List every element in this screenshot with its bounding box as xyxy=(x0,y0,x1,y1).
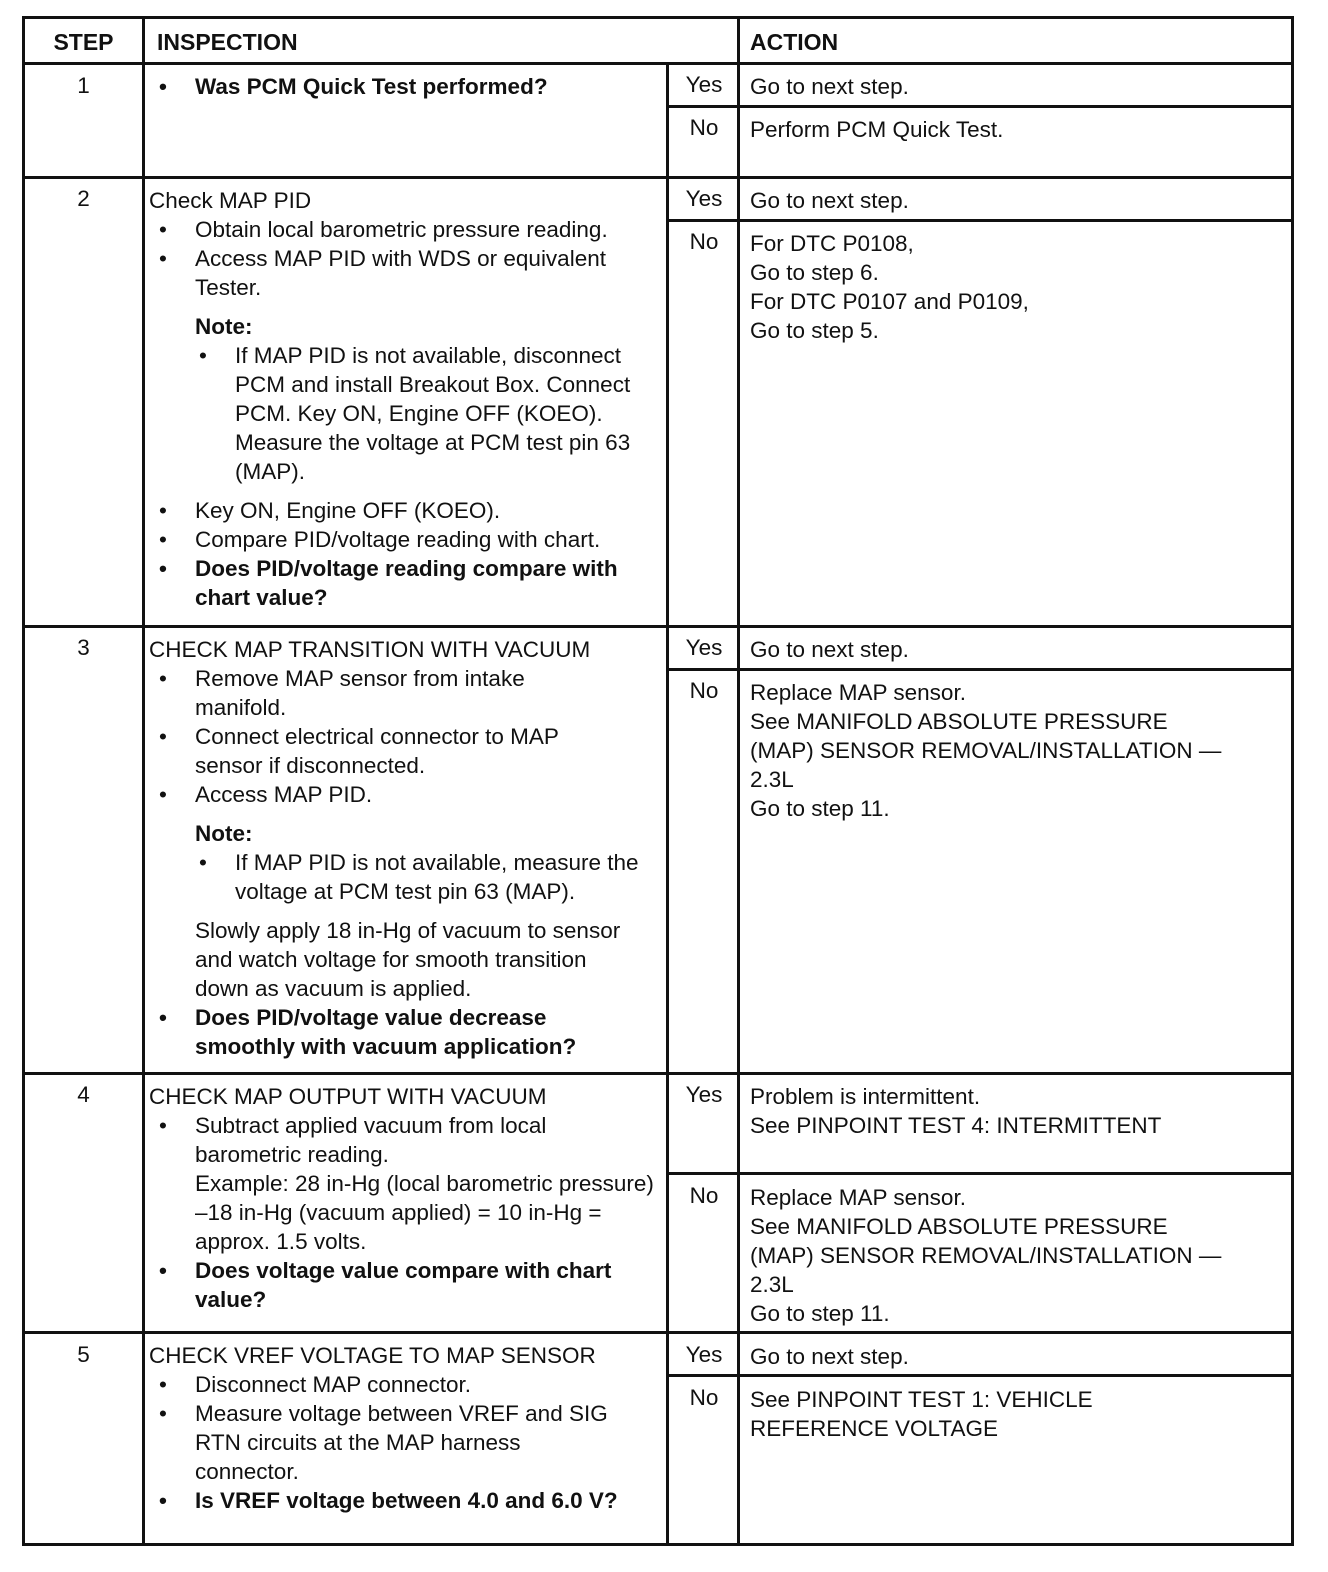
bullet: • Key ON, Engine OFF (KOEO). xyxy=(149,496,661,525)
step-title: CHECK VREF VOLTAGE TO MAP SENSOR xyxy=(149,1343,596,1368)
yes-action-5 xyxy=(750,1342,909,1371)
note-label: Note: xyxy=(195,821,253,846)
inspection-step-4 xyxy=(149,1082,661,1314)
yes-action-2 xyxy=(750,186,909,215)
step-number-1: 1 xyxy=(77,73,90,98)
question-3: • Does PID/voltage value decrease smoothly with vacuum application? xyxy=(149,1003,661,1061)
action-line: Replace MAP sensor. xyxy=(750,1185,966,1210)
paragraph: Slowly apply 18 in-Hg of vacuum to sensor and watch voltage for smooth transition down as vacuum is applied. xyxy=(195,918,621,1001)
no-action-1 xyxy=(750,115,1003,144)
action-line: (MAP) SENSOR REMOVAL/INSTALLATION — xyxy=(750,738,1222,763)
yes-action-3 xyxy=(750,635,909,664)
divider-step xyxy=(142,19,145,1546)
bullet: • Compare PID/voltage reading with chart. xyxy=(149,525,661,554)
bullet: • Obtain local barometric pressure reading. xyxy=(149,215,661,244)
divider-row-3 xyxy=(25,1072,1291,1075)
action-line: For DTC P0107 and P0109, xyxy=(750,289,1029,314)
action-line: 2.3L xyxy=(750,1272,794,1297)
action-line: Go to step 6. xyxy=(750,260,879,285)
inspection-step-5 xyxy=(149,1341,661,1515)
no-action-4 xyxy=(750,1183,1221,1328)
action-line: Go to next step. xyxy=(750,74,909,99)
header-action: ACTION xyxy=(750,29,839,55)
divider-row-2 xyxy=(25,625,1291,628)
action-line: Perform PCM Quick Test. xyxy=(750,117,1004,142)
action-line: Go to step 5. xyxy=(750,318,879,343)
yes-action-1 xyxy=(750,72,909,101)
divider-yesno xyxy=(666,62,669,1546)
no-action-2 xyxy=(750,229,1029,345)
action-line: Go to step 11. xyxy=(750,796,890,821)
step-title: CHECK MAP TRANSITION WITH VACUUM xyxy=(149,637,591,662)
step-number-2: 2 xyxy=(77,186,90,211)
action-line: Problem is intermittent. xyxy=(750,1084,981,1109)
bullet: • Measure voltage between VREF and SIG RTN circuits at the MAP harness connector. xyxy=(149,1399,661,1486)
action-line: For DTC P0108, xyxy=(750,231,914,256)
bullet: • Access MAP PID. xyxy=(149,780,661,809)
step-number-4: 4 xyxy=(77,1082,90,1107)
action-line: Go to next step. xyxy=(750,188,909,213)
divider-row-4 xyxy=(25,1331,1291,1334)
note-text: • If MAP PID is not available, measure the voltage at PCM test pin 63 (MAP). xyxy=(149,848,661,906)
bullet: • Access MAP PID with WDS or equivalent Tester. xyxy=(149,244,661,302)
action-line: Go to next step. xyxy=(750,1344,909,1369)
example: Example: 28 in-Hg (local barometric pressure) –18 in-Hg (vacuum applied) = 10 in-Hg = approx. 1.5 volts. xyxy=(195,1171,654,1254)
inspection-step-3 xyxy=(149,635,661,1061)
divider-yesno-2 xyxy=(666,219,1291,222)
action-line: See MANIFOLD ABSOLUTE PRESSURE xyxy=(750,709,1168,734)
action-line: 2.3L xyxy=(750,767,794,792)
header-step: STEP xyxy=(53,29,114,55)
bullet: • Connect electrical connector to MAP sensor if disconnected. xyxy=(149,722,661,780)
step-title: CHECK MAP OUTPUT WITH VACUUM xyxy=(149,1084,547,1109)
inspection-step-2 xyxy=(149,186,661,612)
note-label: Note: xyxy=(195,314,253,339)
bullet: • Disconnect MAP connector. xyxy=(149,1370,661,1399)
no-action-3 xyxy=(750,678,1221,823)
no-label-3: No xyxy=(689,678,719,703)
question-4: • Does voltage value compare with chart value? xyxy=(149,1256,661,1314)
no-label-4: No xyxy=(689,1183,719,1208)
question-1: • Was PCM Quick Test performed? xyxy=(149,72,659,101)
step-number-5: 5 xyxy=(77,1342,90,1367)
step-title: Check MAP PID xyxy=(149,188,312,213)
action-line: See PINPOINT TEST 1: VEHICLE xyxy=(750,1387,1093,1412)
question-5: • Is VREF voltage between 4.0 and 6.0 V? xyxy=(149,1486,661,1515)
action-line: See PINPOINT TEST 4: INTERMITTENT xyxy=(750,1113,1162,1138)
inspection-step-1 xyxy=(149,72,659,101)
divider-yesno-1 xyxy=(666,105,1291,108)
bullet: • Subtract applied vacuum from local barometric reading. xyxy=(149,1111,661,1169)
divider-yesno-5 xyxy=(666,1374,1291,1377)
note-text: • If MAP PID is not available, disconnect PCM and install Breakout Box. Connect PCM. Key ON, Engine OFF (KOEO). Measure the voltage at PCM test pin 63 (MAP). xyxy=(149,341,661,486)
divider-yesno-3 xyxy=(666,668,1291,671)
bullet: • Remove MAP sensor from intake manifold. xyxy=(149,664,661,722)
no-label-5: No xyxy=(689,1385,719,1410)
no-label-1: No xyxy=(689,115,719,140)
no-label-2: No xyxy=(689,229,719,254)
yes-label-1: Yes xyxy=(685,72,723,97)
header-inspection: INSPECTION xyxy=(157,29,298,55)
action-line: REFERENCE VOLTAGE xyxy=(750,1416,998,1441)
action-line: (MAP) SENSOR REMOVAL/INSTALLATION — xyxy=(750,1243,1222,1268)
action-line: Go to next step. xyxy=(750,637,909,662)
yes-label-3: Yes xyxy=(685,635,723,660)
action-line: See MANIFOLD ABSOLUTE PRESSURE xyxy=(750,1214,1168,1239)
yes-label-2: Yes xyxy=(685,186,723,211)
divider-yesno-4 xyxy=(666,1172,1291,1175)
diagnostic-table xyxy=(22,16,1294,1546)
yes-label-5: Yes xyxy=(685,1342,723,1367)
no-action-5 xyxy=(750,1385,1093,1443)
divider-row-1 xyxy=(25,176,1291,179)
step-number-3: 3 xyxy=(77,635,90,660)
action-line: Go to step 11. xyxy=(750,1301,890,1326)
yes-action-4 xyxy=(750,1082,1161,1140)
yes-label-4: Yes xyxy=(685,1082,723,1107)
question-2: • Does PID/voltage reading compare with chart value? xyxy=(149,554,661,612)
divider-header xyxy=(25,62,1291,65)
action-line: Replace MAP sensor. xyxy=(750,680,966,705)
